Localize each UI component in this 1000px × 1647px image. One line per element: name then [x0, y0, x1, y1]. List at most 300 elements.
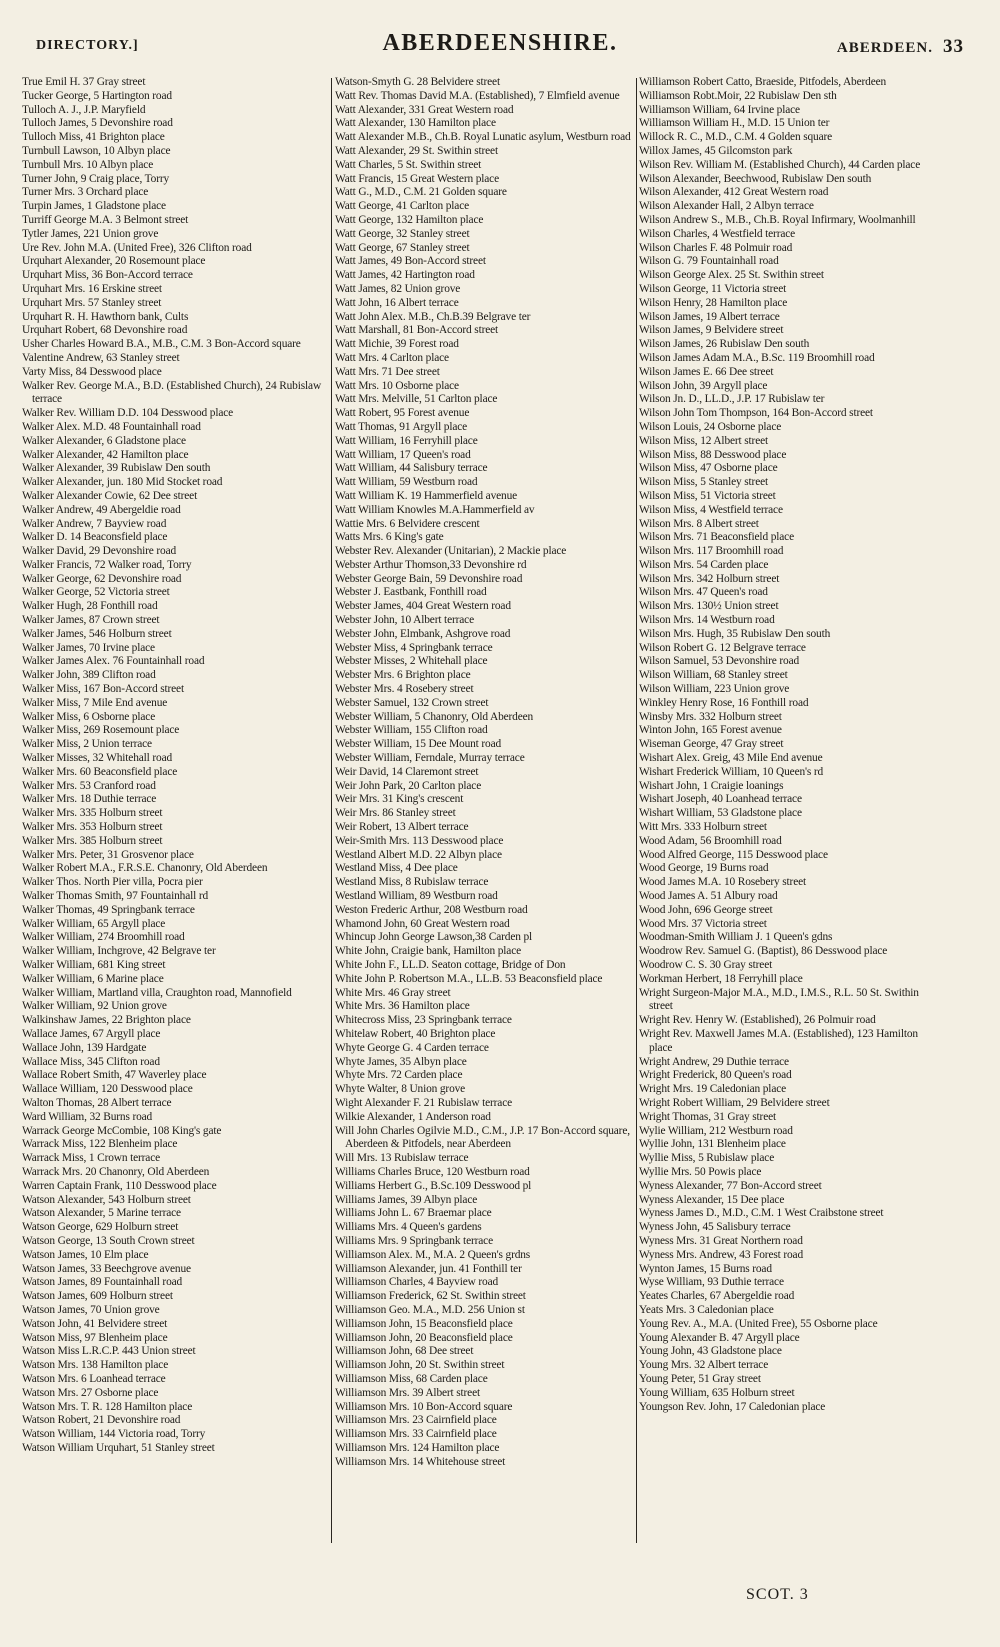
directory-entry: Williamson John, 20 St. Swithin street	[335, 1359, 505, 1372]
directory-entry: Wright Robert William, 29 Belvidere street	[639, 1096, 830, 1109]
directory-entry: Wyllie Miss, 5 Rubislaw place	[639, 1152, 775, 1165]
directory-entry: Walker Thomas Smith, 97 Fountainhall rd	[22, 890, 209, 903]
directory-entry: Williams James, 39 Albyn place	[335, 1193, 478, 1206]
directory-entry: Winton John, 165 Forest avenue	[639, 724, 782, 737]
directory-entry: Whyte Walter, 8 Union grove	[335, 1083, 466, 1096]
directory-entry: Wishart Alex. Greig, 43 Mile End avenue	[639, 752, 823, 765]
directory-entry: Westland William, 89 Westburn road	[335, 890, 498, 903]
directory-entry: Walker Alexander, 42 Hamilton place	[22, 448, 189, 461]
directory-entry: Watt William, 17 Queen's road	[335, 448, 471, 461]
directory-entry: White John, Craigie bank, Hamilton place	[335, 945, 522, 958]
directory-entry: Yeats Mrs. 3 Caledonian place	[639, 1303, 774, 1316]
directory-entry: Warrack George McCombie, 108 King's gate	[22, 1124, 222, 1137]
directory-entry: Turner Mrs. 3 Orchard place	[22, 186, 149, 199]
directory-entry: Webster John, Elmbank, Ashgrove road	[335, 627, 511, 640]
directory-entry: Wyllie John, 131 Blenheim place	[639, 1138, 786, 1151]
directory-entry: Wynton James, 15 Burns road	[639, 1262, 772, 1275]
directory-entry: Westland Albert M.D. 22 Albyn place	[335, 848, 502, 861]
directory-entry: Webster Misses, 2 Whitehall place	[335, 655, 488, 668]
directory-entry: Williamson Charles, 4 Bayview road	[335, 1276, 499, 1289]
directory-entry: Walker Miss, 269 Rosemount place	[22, 724, 180, 737]
directory-entry: Weir John Park, 20 Carlton place	[335, 779, 482, 792]
directory-entry: Workman Herbert, 18 Ferryhill place	[639, 972, 803, 985]
directory-entry: Wilson Mrs. 117 Broomhill road	[639, 545, 784, 558]
directory-entry: Webster Miss, 4 Springbank terrace	[335, 641, 493, 654]
directory-entry: Turpin James, 1 Gladstone place	[22, 200, 166, 213]
directory-entry: Wyness John, 45 Salisbury terrace	[639, 1221, 791, 1234]
directory-entry: Whamond John, 60 Great Western road	[335, 917, 510, 930]
directory-entry: Watt Alexander, 130 Hamilton place	[335, 117, 496, 130]
header-town-label: ABERDEEN.	[836, 40, 933, 56]
directory-entry: Wilson James Adam M.A., B.Sc. 119 Broomhill road	[639, 351, 875, 364]
directory-entry: Watt Alexander M.B., Ch.B. Royal Lunatic asylum, Westburn road	[335, 131, 631, 144]
directory-entry: White John P. Robertson M.A., LL.B. 53 Beaconsfield place	[335, 972, 603, 985]
directory-entry: Williams John L. 67 Braemar place	[335, 1207, 492, 1220]
directory-entry: Wishart John, 1 Craigie loanings	[639, 779, 784, 792]
directory-entry: Walker Thos. North Pier villa, Pocra pier	[22, 876, 203, 889]
directory-entry: Urquhart Mrs. 16 Erskine street	[22, 282, 162, 295]
directory-entry: Watts Mrs. 6 King's gate	[335, 531, 444, 544]
directory-entry: Williamson Robt.Moir, 22 Rubislaw Den sth	[639, 89, 837, 102]
directory-entry: Willock R. C., M.D., C.M. 4 Golden square	[639, 131, 833, 144]
directory-entry: Walker Mrs. 335 Holburn street	[22, 807, 163, 820]
directory-entry: Walker Thomas, 49 Springbank terrace	[22, 903, 195, 916]
directory-entry: Weir Mrs. 31 King's crescent	[335, 793, 464, 806]
directory-entry: Young Mrs. 32 Albert terrace	[639, 1359, 769, 1372]
directory-entry: Watt George, 41 Carlton place	[335, 200, 470, 213]
page-header	[0, 30, 1000, 62]
directory-entry: Watson Alexander, 543 Holburn street	[22, 1193, 191, 1206]
directory-entry: Wilson Alexander, Beechwood, Rubislaw Den south	[639, 172, 872, 185]
directory-entry: Webster John, 10 Albert terrace	[335, 614, 474, 627]
directory-entry: Wilson Samuel, 53 Devonshire road	[639, 655, 800, 668]
directory-entry: Watson-Smyth G. 28 Belvidere street	[335, 76, 500, 88]
directory-entry: Wilson Louis, 24 Osborne place	[639, 420, 782, 433]
directory-entry: Watson William, 144 Victoria road, Torry	[22, 1428, 206, 1441]
directory-entry: Watson James, 70 Union grove	[22, 1303, 160, 1316]
directory-entry: Watson Mrs. 27 Osborne place	[22, 1386, 159, 1399]
directory-entry: Walker James Alex. 76 Fountainhall road	[22, 655, 205, 668]
directory-entry: Wilson Mrs. 8 Albert street	[639, 517, 759, 530]
directory-entry: Walker Alexander, 39 Rubislaw Den south	[22, 462, 211, 475]
directory-entry: Walker Alexander, 6 Gladstone place	[22, 434, 186, 447]
directory-entry: Watt John Alex. M.B., Ch.B.39 Belgrave ter	[335, 310, 531, 323]
directory-entry: Williamson Miss, 68 Carden place	[335, 1372, 488, 1385]
header-town	[837, 36, 964, 58]
directory-entry: Watt George, 32 Stanley street	[335, 227, 470, 240]
directory-entry: Walker D. 14 Beaconsfield place	[22, 531, 168, 544]
directory-entry: Wright Frederick, 80 Queen's road	[639, 1069, 792, 1082]
directory-entry: True Emil H. 37 Gray street	[22, 76, 146, 88]
directory-entry: Whyte Mrs. 72 Carden place	[335, 1069, 463, 1082]
directory-entry: Watt Francis, 15 Great Western place	[335, 172, 499, 185]
directory-entry: Walker Mrs. 353 Holburn street	[22, 821, 163, 834]
directory-entry: Youngson Rev. John, 17 Caledonian place	[639, 1400, 826, 1413]
directory-entry: Wyness Alexander, 77 Bon-Accord street	[639, 1179, 822, 1192]
directory-entry: Warrack Miss, 1 Crown terrace	[22, 1152, 161, 1165]
directory-entry: Walker Miss, 7 Mile End avenue	[22, 696, 168, 709]
directory-entry: Warren Captain Frank, 110 Desswood place	[22, 1179, 217, 1192]
directory-entry: Walker Mrs. 60 Beaconsfield place	[22, 765, 178, 778]
directory-entry: Wilson James, 19 Albert terrace	[639, 310, 780, 323]
directory-entry: Wood James A. 51 Albury road	[639, 890, 778, 903]
directory-entry: Williamson Frederick, 62 St. Swithin street	[335, 1290, 526, 1303]
directory-entry: Watson Miss, 97 Blenheim place	[22, 1331, 168, 1344]
directory-entry: Wilson Charles F. 48 Polmuir road	[639, 241, 793, 254]
directory-entry: Williams Mrs. 9 Springbank terrace	[335, 1234, 493, 1247]
directory-entry: Young Rev. A., M.A. (United Free), 55 Osborne place	[639, 1317, 878, 1330]
directory-entry: Watt Charles, 5 St. Swithin street	[335, 158, 482, 171]
directory-entry: Williamson John, 20 Beaconsfield place	[335, 1331, 513, 1344]
directory-entry: Wilson Mrs. 71 Beaconsfield place	[639, 531, 794, 544]
directory-entry: Wilson Mrs. 54 Carden place	[639, 558, 769, 571]
directory-entry: Wishart William, 53 Gladstone place	[639, 807, 802, 820]
directory-entry: Tulloch Miss, 41 Brighton place	[22, 131, 165, 144]
directory-entry: Whyte James, 35 Albyn place	[335, 1055, 467, 1068]
directory-entry: Wilson Andrew S., M.B., Ch.B. Royal Infirmary, Woolmanhill	[639, 213, 916, 226]
directory-entry: Tulloch A. J., J.P. Maryfield	[22, 103, 146, 116]
directory-entry: Webster William, Ferndale, Murray terrace	[335, 752, 525, 765]
directory-entry: Wilson John Tom Thompson, 164 Bon-Accord street	[639, 407, 873, 420]
directory-entry: Watt William K. 19 Hammerfield avenue	[335, 489, 518, 502]
directory-entry: Watson James, 10 Elm place	[22, 1248, 149, 1261]
directory-entry: Westland Miss, 8 Rubislaw terrace	[335, 876, 489, 889]
directory-entry: Walker Rev. William D.D. 104 Desswood place	[22, 407, 234, 420]
directory-entry: Walker Miss, 167 Bon-Accord street	[22, 683, 184, 696]
directory-entry: Watson John, 41 Belvidere street	[22, 1317, 168, 1330]
directory-entry: Watson Mrs. 138 Hamilton place	[22, 1359, 169, 1372]
directory-entry: Williamson Geo. M.A., M.D. 256 Union st	[335, 1303, 525, 1316]
directory-entry: Williams Mrs. 4 Queen's gardens	[335, 1221, 482, 1234]
directory-entry: White John F., LL.D. Seaton cottage, Bridge of Don	[335, 959, 566, 971]
directory-entry: Wilson Mrs. 47 Queen's road	[639, 586, 768, 599]
directory-entry: Watt Robert, 95 Forest avenue	[335, 407, 470, 420]
directory-column-1	[22, 76, 322, 1541]
directory-entry: Winkley Henry Rose, 16 Fonthill road	[639, 696, 809, 709]
directory-entry: Walkinshaw James, 22 Brighton place	[22, 1014, 191, 1027]
directory-entry: Weir Mrs. 86 Stanley street	[335, 807, 456, 820]
directory-entry: Wiseman George, 47 Gray street	[639, 738, 784, 751]
directory-entry: Watt George, 67 Stanley street	[335, 241, 470, 254]
directory-entry: Walker William, 681 King street	[22, 959, 166, 971]
directory-entry: Walker William, 65 Argyll place	[22, 917, 166, 930]
directory-entry: Wood John, 696 George street	[639, 903, 773, 916]
directory-entry: Watt James, 49 Bon-Accord street	[335, 255, 486, 268]
directory-entry: Watson George, 13 South Crown street	[22, 1234, 195, 1247]
directory-entry: Wood Mrs. 37 Victoria street	[639, 917, 767, 930]
directory-entry: Webster James, 404 Great Western road	[335, 600, 511, 613]
page-footer	[0, 1586, 1000, 1616]
directory-entry: Wight Alexander F. 21 Rubislaw terrace	[335, 1096, 513, 1109]
directory-entry: Watt Mrs. 4 Carlton place	[335, 351, 449, 364]
header-section-label: DIRECTORY.]	[36, 38, 139, 53]
directory-entry: Urquhart Mrs. 57 Stanley street	[22, 296, 162, 309]
directory-entry: Urquhart Robert, 68 Devonshire road	[22, 324, 188, 337]
directory-entry: Wright Rev. Maxwell James M.A. (Established), 123 Hamilton place	[639, 1027, 918, 1054]
directory-entry: Wilson Miss, 12 Albert street	[639, 434, 769, 447]
directory-entry: Williamson William H., M.D. 15 Union ter	[639, 117, 830, 130]
directory-entry: Young William, 635 Holburn street	[639, 1386, 795, 1399]
directory-column-2	[335, 76, 635, 1541]
directory-entry: Walker Hugh, 28 Fonthill road	[22, 600, 158, 613]
directory-entry: Watson Miss L.R.C.P. 443 Union street	[22, 1345, 196, 1358]
directory-entry: White Mrs. 36 Hamilton place	[335, 1000, 470, 1013]
directory-entry: Watson Mrs. T. R. 128 Hamilton place	[22, 1400, 193, 1413]
directory-entry: Wilson Miss, 51 Victoria street	[639, 489, 776, 502]
directory-entry: Wilson James, 9 Belvidere street	[639, 324, 784, 337]
directory-entry: Walker James, 70 Irvine place	[22, 641, 155, 654]
directory-entry: Watt Marshall, 81 Bon-Accord street	[335, 324, 499, 337]
directory-entry: Webster William, 155 Clifton road	[335, 724, 488, 737]
directory-entry: Willox James, 45 Gilcomston park	[639, 144, 793, 157]
directory-entry: Weir Robert, 13 Albert terrace	[335, 821, 469, 834]
directory-entry: Weston Frederic Arthur, 208 Westburn road	[335, 903, 528, 916]
directory-entry: Walker James, 546 Holburn street	[22, 627, 172, 640]
directory-entry: Wilson Mrs. 14 Westburn road	[639, 614, 775, 627]
directory-entry: Watson Alexander, 5 Marine terrace	[22, 1207, 181, 1220]
directory-entry: Tucker George, 5 Hartington road	[22, 89, 172, 102]
directory-entry: Watt Mrs. 71 Dee street	[335, 365, 440, 378]
directory-entry: Wyness Mrs. 31 Great Northern road	[639, 1234, 803, 1247]
directory-entry: Wilson Mrs. 130½ Union street	[639, 600, 779, 613]
directory-entry: Walker Misses, 32 Whitehall road	[22, 752, 173, 765]
directory-entry: Weir-Smith Mrs. 113 Desswood place	[335, 834, 504, 847]
directory-entry: Watt William, 44 Salisbury terrace	[335, 462, 488, 475]
directory-entry: Wallace John, 139 Hardgate	[22, 1041, 147, 1054]
directory-entry: Watt Alexander, 331 Great Western road	[335, 103, 514, 116]
directory-entry: Turriff George M.A. 3 Belmont street	[22, 213, 189, 226]
directory-entry: Watt Mrs. Melville, 51 Carlton place	[335, 393, 498, 406]
directory-entry: Webster William, 15 Dee Mount road	[335, 738, 502, 751]
directory-entry: Wilson Miss, 47 Osborne place	[639, 462, 778, 475]
directory-entry: Wright Mrs. 19 Caledonian place	[639, 1083, 787, 1096]
directory-entry: Watson George, 629 Holburn street	[22, 1221, 179, 1234]
directory-entry: Warrack Mrs. 20 Chanonry, Old Aberdeen	[22, 1165, 210, 1178]
directory-columns	[22, 76, 982, 1541]
directory-entry: Wilson Miss, 88 Desswood place	[639, 448, 787, 461]
directory-entry: Webster George Bain, 59 Devonshire road	[335, 572, 523, 585]
directory-entry: Young Peter, 51 Gray street	[639, 1372, 761, 1385]
directory-entry: Wilson Henry, 28 Hamilton place	[639, 296, 788, 309]
directory-entry: Watson William Urquhart, 51 Stanley street	[22, 1441, 215, 1454]
directory-entry: Wilson Charles, 4 Westfield terrace	[639, 227, 796, 240]
directory-entry: Walker William, Inchgrove, 42 Belgrave ter	[22, 945, 216, 958]
directory-entry: Walker Mrs. Peter, 31 Grosvenor place	[22, 848, 194, 861]
directory-entry: Watt William Knowles M.A.Hammerfield av	[335, 503, 535, 516]
directory-entry: Walker Alexander Cowie, 62 Dee street	[22, 489, 198, 502]
directory-entry: Wyness Mrs. Andrew, 43 Forest road	[639, 1248, 803, 1261]
directory-entry: Wilson Mrs. Hugh, 35 Rubislaw Den south	[639, 627, 831, 640]
directory-entry: Watt William, 16 Ferryhill place	[335, 434, 478, 447]
directory-entry: Watt G., M.D., C.M. 21 Golden square	[335, 186, 507, 199]
directory-entry: Valentine Andrew, 63 Stanley street	[22, 351, 180, 364]
directory-entry: Wyse William, 93 Duthie terrace	[639, 1276, 784, 1289]
directory-entry: Walker Francis, 72 Walker road, Torry	[22, 558, 192, 571]
directory-entry: Whyte George G. 4 Carden terrace	[335, 1041, 489, 1054]
directory-entry: Watson Mrs. 6 Loanhead terrace	[22, 1372, 166, 1385]
directory-entry: Webster Arthur Thomson,33 Devonshire rd	[335, 558, 527, 571]
directory-entry: Wilson Jn. D., LL.D., J.P. 17 Rubislaw ter	[639, 393, 825, 406]
directory-entry: Young Alexander B. 47 Argyll place	[639, 1331, 800, 1344]
directory-entry: Westland Miss, 4 Dee place	[335, 862, 458, 875]
directory-entry: Walton Thomas, 28 Albert terrace	[22, 1096, 172, 1109]
directory-entry: Wishart Joseph, 40 Loanhead terrace	[639, 793, 802, 806]
directory-entry: Watson James, 89 Fountainhall road	[22, 1276, 183, 1289]
directory-entry: Walker William, 92 Union grove	[22, 1000, 167, 1013]
directory-entry: Whitelaw Robert, 40 Brighton place	[335, 1027, 496, 1040]
directory-entry: Williamson Robert Catto, Braeside, Pitfodels, Aberdeen	[639, 76, 887, 88]
directory-entry: Walker Rev. George M.A., B.D. (Established Church), 24 Rubislaw terrace	[22, 379, 322, 406]
directory-entry: Watt Alexander, 29 St. Swithin street	[335, 144, 498, 157]
directory-entry: Walker George, 52 Victoria street	[22, 586, 170, 599]
directory-entry: Watt Mrs. 10 Osborne place	[335, 379, 459, 392]
directory-entry: Weir David, 14 Claremont street	[335, 765, 479, 778]
directory-entry: Wilson Mrs. 342 Holburn street	[639, 572, 780, 585]
directory-entry: Watson James, 33 Beechgrove avenue	[22, 1262, 191, 1275]
directory-entry: Tytler James, 221 Union grove	[22, 227, 159, 240]
directory-entry: Woodrow C. S. 30 Gray street	[639, 959, 773, 971]
header-county-title: ABERDEENSHIRE.	[382, 30, 618, 56]
directory-entry: Williamson Mrs. 33 Cairnfield place	[335, 1428, 497, 1441]
directory-entry: Wylie William, 212 Westburn road	[639, 1124, 793, 1137]
directory-entry: Walker William, Martland villa, Craughton road, Mannofield	[22, 986, 292, 999]
directory-entry: Wallace Miss, 345 Clifton road	[22, 1055, 160, 1068]
directory-entry: Yeates Charles, 67 Abergeldie road	[639, 1290, 795, 1303]
directory-entry: Wyness James D., M.D., C.M. 1 West Craibstone street	[639, 1207, 884, 1220]
directory-entry: Walker Andrew, 7 Bayview road	[22, 517, 167, 530]
printer-signature: SCOT. 3	[746, 1586, 809, 1603]
directory-entry: Wood Adam, 56 Broomhill road	[639, 834, 782, 847]
directory-entry: Walker William, 6 Marine place	[22, 972, 164, 985]
directory-entry: Walker John, 389 Clifton road	[22, 669, 156, 682]
directory-entry: Williamson Mrs. 14 Whitehouse street	[335, 1455, 506, 1468]
directory-entry: Wilkie Alexander, 1 Anderson road	[335, 1110, 491, 1123]
directory-entry: Walker Alexander, jun. 180 Mid Stocket road	[22, 476, 223, 489]
directory-entry: Urquhart Alexander, 20 Rosemount place	[22, 255, 206, 268]
directory-entry: White Mrs. 46 Gray street	[335, 986, 451, 999]
directory-entry: Wright Andrew, 29 Duthie terrace	[639, 1055, 789, 1068]
directory-entry: Watt James, 42 Hartington road	[335, 269, 475, 282]
directory-entry: Wilson William, 68 Stanley street	[639, 669, 788, 682]
directory-entry: Wilson G. 79 Fountainhall road	[639, 255, 779, 268]
page-number: 33	[943, 36, 964, 57]
directory-entry: Watt James, 82 Union grove	[335, 282, 461, 295]
directory-entry: Will John Charles Ogilvie M.D., C.M., J.P. 17 Bon-Accord square, Aberdeen & Pitfodels, near Aberdeen	[335, 1124, 630, 1151]
directory-entry: Webster Samuel, 132 Crown street	[335, 696, 489, 709]
directory-entry: Wright Surgeon-Major M.A., M.D., I.M.S., R.L. 50 St. Swithin street	[639, 986, 919, 1013]
directory-entry: Wilson Rev. William M. (Established Church), 44 Carden place	[639, 158, 921, 171]
directory-entry: Young John, 43 Gladstone place	[639, 1345, 782, 1358]
directory-entry: Williamson Mrs. 124 Hamilton place	[335, 1441, 500, 1454]
directory-entry: Wright Thomas, 31 Gray street	[639, 1110, 777, 1123]
directory-entry: Witt Mrs. 333 Holburn street	[639, 821, 767, 834]
directory-entry: Wilson James, 26 Rubislaw Den south	[639, 338, 810, 351]
directory-entry: Walker Robert M.A., F.R.S.E. Chanonry, Old Aberdeen	[22, 862, 268, 875]
directory-entry: Watt George, 132 Hamilton place	[335, 213, 484, 226]
directory-entry: Walker Mrs. 53 Cranford road	[22, 779, 156, 792]
directory-column-3	[639, 76, 939, 1541]
directory-entry: Woodman-Smith William J. 1 Queen's gdns	[639, 931, 833, 944]
directory-entry: Ure Rev. John M.A. (United Free), 326 Clifton road	[22, 241, 252, 254]
directory-entry: Turnbull Mrs. 10 Albyn place	[22, 158, 154, 171]
directory-entry: Watt Rev. Thomas David M.A. (Established), 7 Elmfield avenue	[335, 89, 620, 102]
directory-entry: Will Mrs. 13 Rubislaw terrace	[335, 1152, 469, 1165]
directory-entry: Warrack Miss, 122 Blenheim place	[22, 1138, 178, 1151]
directory-entry: Wallace William, 120 Desswood place	[22, 1083, 193, 1096]
directory-entry: Watt Thomas, 91 Argyll place	[335, 420, 468, 433]
directory-entry: Wilson William, 223 Union grove	[639, 683, 790, 696]
directory-entry: Wilson John, 39 Argyll place	[639, 379, 768, 392]
directory-entry: Webster Mrs. 6 Brighton place	[335, 669, 471, 682]
directory-entry: Wilson Miss, 5 Stanley street	[639, 476, 769, 489]
directory-entry: Wilson James E. 66 Dee street	[639, 365, 774, 378]
directory-entry: Webster Mrs. 4 Rosebery street	[335, 683, 474, 696]
directory-entry: Williams Charles Bruce, 120 Westburn road	[335, 1165, 530, 1178]
directory-entry: Walker Mrs. 385 Holburn street	[22, 834, 163, 847]
directory-entry: Watson Robert, 21 Devonshire road	[22, 1414, 181, 1427]
directory-entry: Williamson Mrs. 10 Bon-Accord square	[335, 1400, 513, 1413]
directory-entry: Turnbull Lawson, 10 Albyn place	[22, 144, 171, 157]
directory-entry: Urquhart Miss, 36 Bon-Accord terrace	[22, 269, 193, 282]
directory-entry: Williamson Mrs. 39 Albert street	[335, 1386, 481, 1399]
directory-entry: Usher Charles Howard B.A., M.B., C.M. 3 Bon-Accord square	[22, 338, 301, 351]
directory-entry: Walker Alex. M.D. 48 Fountainhall road	[22, 420, 201, 433]
directory-entry: Winsby Mrs. 332 Holburn street	[639, 710, 782, 723]
directory-entry: Ward William, 32 Burns road	[22, 1110, 153, 1123]
directory-entry: Wyllie Mrs. 50 Powis place	[639, 1165, 762, 1178]
directory-entry: Wilson Alexander Hall, 2 Albyn terrace	[639, 200, 814, 213]
directory-entry: Walker Andrew, 49 Abergeldie road	[22, 503, 181, 516]
directory-entry: Wallace Robert Smith, 47 Waverley place	[22, 1069, 207, 1082]
directory-entry: Walker Miss, 2 Union terrace	[22, 738, 152, 751]
directory-entry: Watt William, 59 Westburn road	[335, 476, 478, 489]
directory-entry: Walker James, 87 Crown street	[22, 614, 160, 627]
directory-entry: Walker William, 274 Broomhill road	[22, 931, 185, 944]
directory-entry: Wood Alfred George, 115 Desswood place	[639, 848, 828, 861]
directory-entry: Turner John, 9 Craig place, Torry	[22, 172, 170, 185]
directory-entry: Whincup John George Lawson,38 Carden pl	[335, 931, 533, 944]
directory-entry: Woodrow Rev. Samuel G. (Baptist), 86 Desswood place	[639, 945, 888, 958]
directory-entry: Tulloch James, 5 Devonshire road	[22, 117, 173, 130]
directory-entry: Wood George, 19 Burns road	[639, 862, 769, 875]
directory-entry: Williamson Alex. M., M.A. 2 Queen's grdns	[335, 1248, 531, 1261]
directory-entry: Wilson Alexander, 412 Great Western road	[639, 186, 829, 199]
directory-entry: Wilson Miss, 4 Westfield terrace	[639, 503, 783, 516]
directory-entry: Walker George, 62 Devonshire road	[22, 572, 182, 585]
directory-entry: Wilson George Alex. 25 St. Swithin street	[639, 269, 824, 282]
directory-entry: Williamson William, 64 Irvine place	[639, 103, 800, 116]
directory-entry: Williams Herbert G., B.Sc.109 Desswood pl	[335, 1179, 532, 1192]
directory-entry: Webster Rev. Alexander (Unitarian), 2 Mackie place	[335, 545, 567, 558]
directory-entry: Williamson John, 68 Dee street	[335, 1345, 474, 1358]
directory-entry: Whitecross Miss, 23 Springbank terrace	[335, 1014, 512, 1027]
directory-entry: Wilson Robert G. 12 Belgrave terrace	[639, 641, 806, 654]
directory-entry: Wyness Alexander, 15 Dee place	[639, 1193, 785, 1206]
directory-entry: Wright Rev. Henry W. (Established), 26 Polmuir road	[639, 1014, 876, 1027]
directory-entry: Walker Miss, 6 Osborne place	[22, 710, 156, 723]
directory-entry: Wilson George, 11 Victoria street	[639, 282, 787, 295]
directory-entry: Watson James, 609 Holburn street	[22, 1290, 173, 1303]
directory-entry: Webster William, 5 Chanonry, Old Aberdeen	[335, 710, 534, 723]
directory-entry: Wallace James, 67 Argyll place	[22, 1027, 161, 1040]
directory-entry: Watt Michie, 39 Forest road	[335, 338, 459, 351]
directory-entry: Wood James M.A. 10 Rosebery street	[639, 876, 807, 889]
directory-entry: Watt John, 16 Albert terrace	[335, 296, 459, 309]
directory-entry: Walker David, 29 Devonshire road	[22, 545, 177, 558]
directory-entry: Webster J. Eastbank, Fonthill road	[335, 586, 487, 599]
directory-entry: Wishart Frederick William, 10 Queen's rd	[639, 765, 824, 778]
directory-entry: Varty Miss, 84 Desswood place	[22, 365, 162, 378]
